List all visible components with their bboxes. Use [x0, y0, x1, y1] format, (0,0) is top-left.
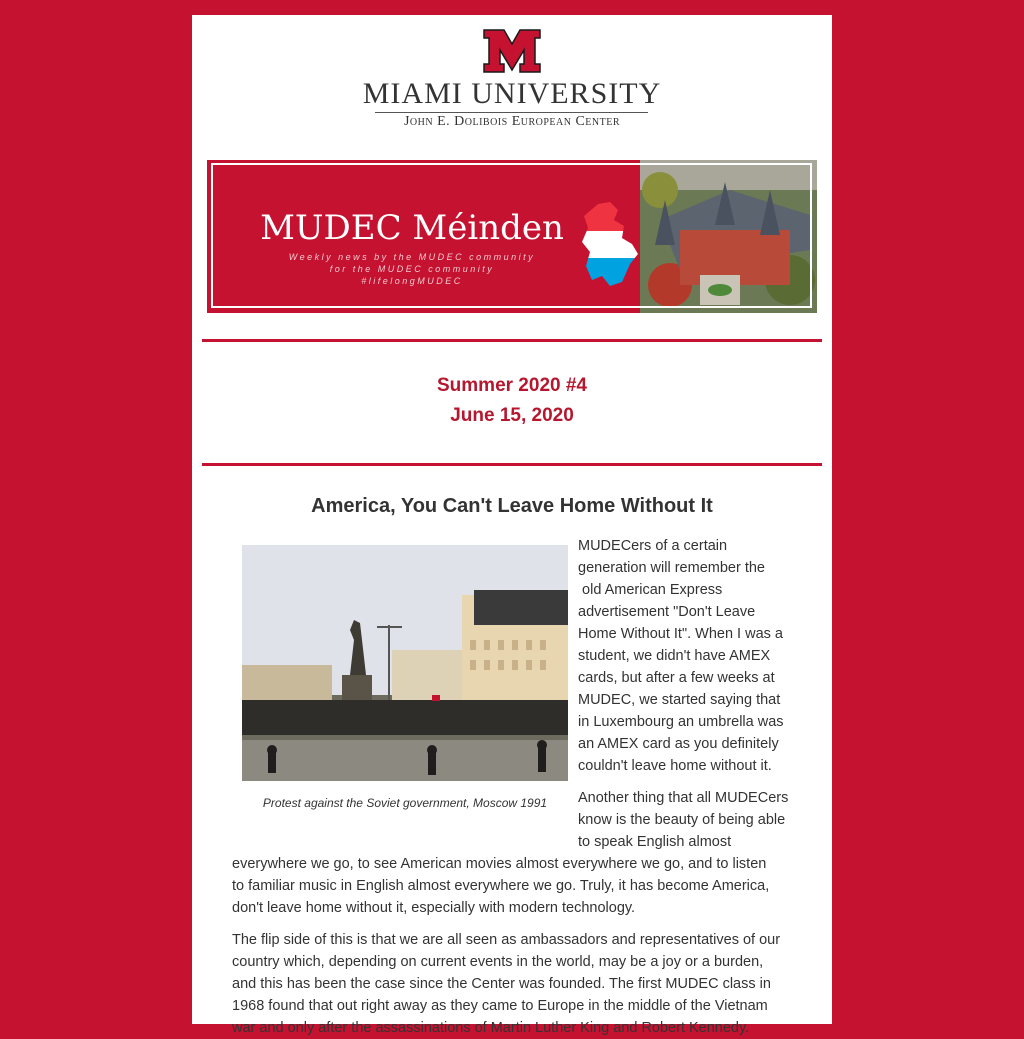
- issue-edition: Summer 2020 #4: [437, 375, 587, 396]
- logo-divider: [375, 112, 648, 113]
- line: an AMEX card as you definitely: [578, 736, 779, 752]
- line: old American Express: [578, 582, 723, 598]
- line: don't leave home without it, especially with modern technology.: [232, 900, 636, 916]
- line: know is the beauty of being able: [578, 812, 786, 828]
- article-paragraph-2-start: [578, 787, 792, 853]
- article-paragraph-3: [232, 929, 792, 1039]
- issue-date: June 15, 2020: [450, 405, 574, 426]
- line: advertisement "Don't Leave: [578, 604, 756, 620]
- photo-caption: Protest against the Soviet government, Moscow 1991: [262, 796, 548, 810]
- newsletter-banner: [207, 160, 817, 313]
- line: student, we didn't have AMEX: [578, 648, 771, 664]
- banner-tagline-2: for the MUDEC community: [329, 264, 495, 274]
- line: MUDECers of a certain: [578, 538, 728, 554]
- luxembourg-flag-map-icon: [580, 202, 640, 286]
- line: Home Without It". When I was a: [578, 626, 783, 642]
- miami-m-logo: [484, 30, 540, 72]
- line: generation will remember the: [578, 560, 765, 576]
- divider-top: [202, 339, 822, 342]
- university-name: MIAMI UNIVERSITY: [362, 77, 662, 110]
- line: Another thing that all MUDECers: [578, 790, 789, 806]
- banner-tagline-1: Weekly news by the MUDEC community: [288, 252, 536, 262]
- banner-tagline-3: #lifelongMUDEC: [361, 276, 463, 286]
- banner-title: MUDEC Méinden: [260, 208, 564, 248]
- line: to familiar music in English almost everywhere we go. Truly, it has become America,: [232, 878, 770, 894]
- line: war and only after the assassinations of Martin Luther King and Robert Kennedy.: [232, 1020, 750, 1036]
- line: cards, but after a few weeks at: [578, 670, 775, 686]
- line: MUDEC, we started saying that: [578, 692, 781, 708]
- line: to speak English almost: [578, 834, 732, 850]
- line: and this has been the case since the Center was founded. The first MUDEC class in: [232, 976, 771, 992]
- article-headline: America, You Can't Leave Home Without It: [311, 495, 713, 517]
- article-paragraph-1: [578, 535, 792, 777]
- line: couldn't leave home without it.: [578, 758, 772, 774]
- line: country which, depending on current events in the world, may be a joy or a burden,: [232, 954, 764, 970]
- line: The flip side of this is that we are all seen as ambassadors and representatives of our: [232, 932, 781, 948]
- line: everywhere we go, to see American movies almost everywhere we go, and to listen: [232, 856, 767, 872]
- divider-bottom: [202, 463, 822, 466]
- article-paragraph-2-end: [232, 853, 792, 919]
- line: in Luxembourg an umbrella was: [578, 714, 784, 730]
- center-name: John E. Dolibois European Center: [403, 114, 621, 129]
- line: 1968 found that out right away as they came to Europe in the middle of the Vietnam: [232, 998, 768, 1014]
- protest-photo: [242, 545, 568, 781]
- newsletter-page: [192, 15, 832, 1036]
